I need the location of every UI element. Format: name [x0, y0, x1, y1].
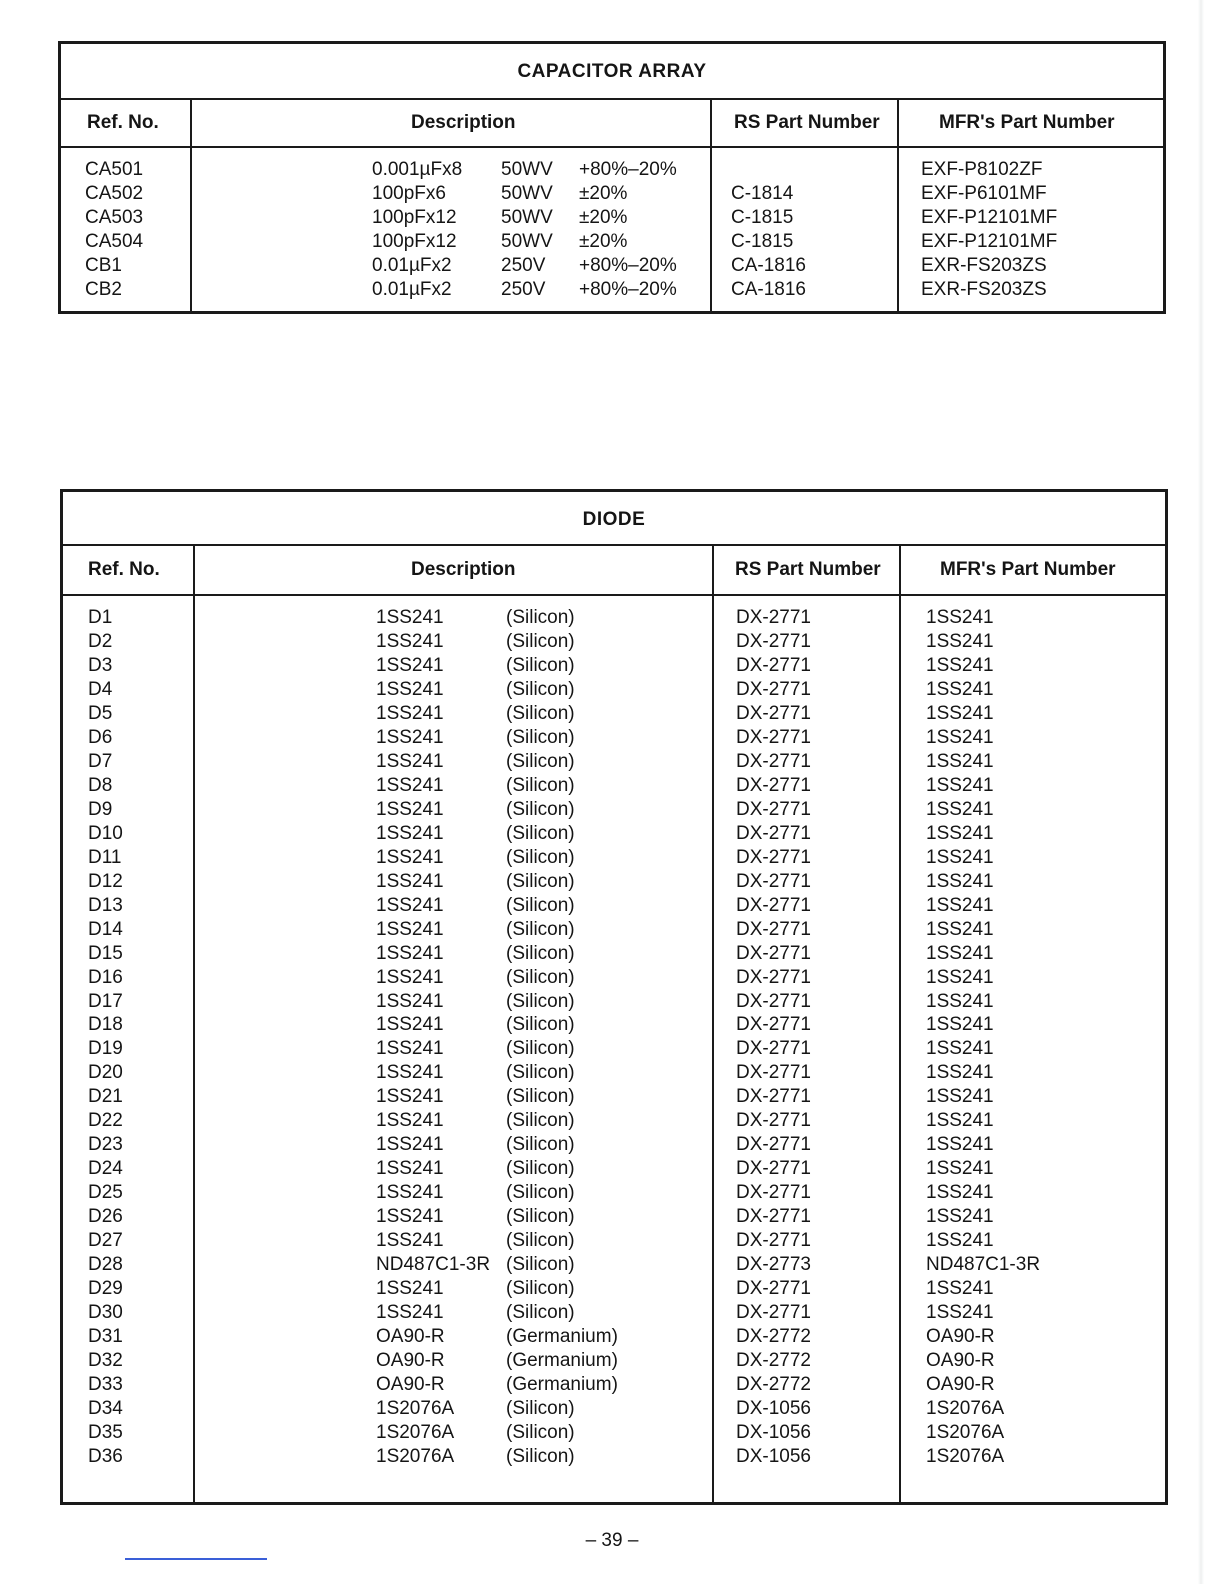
cell-part: 1SS241	[376, 1134, 444, 1155]
cell-material: (Silicon)	[506, 631, 575, 652]
cell-ref: D27	[88, 1230, 123, 1251]
cell-mfr: 1SS241	[926, 607, 994, 628]
table-row	[63, 1277, 1165, 1301]
cell-material: (Silicon)	[506, 751, 575, 772]
cell-material: (Silicon)	[506, 1038, 575, 1059]
table-row	[63, 1181, 1165, 1205]
cell-material: (Silicon)	[506, 607, 575, 628]
cell-material: (Silicon)	[506, 655, 575, 676]
cell-rs: DX-2771	[736, 775, 811, 796]
cell-part: 1SS241	[376, 1206, 444, 1227]
cell-tolerance: +80%–20%	[579, 159, 677, 180]
cell-mfr: 1SS241	[926, 1014, 994, 1035]
cell-value: 100pFx12	[372, 231, 457, 252]
cell-ref: D9	[88, 799, 113, 820]
cell-tolerance: +80%–20%	[579, 279, 677, 300]
cell-part: 1SS241	[376, 847, 444, 868]
cell-part: 1SS241	[376, 679, 444, 700]
table-row	[63, 1109, 1165, 1133]
cell-ref: D20	[88, 1062, 123, 1083]
table-row	[63, 630, 1165, 654]
cell-ref: D8	[88, 775, 113, 796]
table-row	[63, 774, 1165, 798]
diode-table	[60, 489, 1168, 1505]
cell-rs: DX-2771	[736, 847, 811, 868]
cell-material: (Silicon)	[506, 727, 575, 748]
cell-ref: D31	[88, 1326, 123, 1347]
cell-rs: DX-2771	[736, 967, 811, 988]
table-row	[63, 1157, 1165, 1181]
table-row	[63, 918, 1165, 942]
cell-ref: CB2	[85, 279, 122, 300]
cell-ref: D36	[88, 1446, 123, 1467]
cell-material: (Silicon)	[506, 1230, 575, 1251]
cell-rs: DX-2772	[736, 1374, 811, 1395]
cell-ref: D1	[88, 607, 113, 628]
cell-material: (Silicon)	[506, 1134, 575, 1155]
cell-part: 1SS241	[376, 1038, 444, 1059]
cell-ref: CA502	[85, 183, 144, 204]
cell-rs: C-1815	[731, 231, 794, 252]
cell-tolerance: +80%–20%	[579, 255, 677, 276]
table-row	[61, 278, 1163, 302]
cell-mfr: 1SS241	[926, 919, 994, 940]
table-row	[63, 846, 1165, 870]
cell-part: 1SS241	[376, 967, 444, 988]
cell-material: (Germanium)	[506, 1326, 618, 1347]
cell-material: (Silicon)	[506, 1398, 575, 1419]
cell-material: (Silicon)	[506, 895, 575, 916]
table-row	[63, 750, 1165, 774]
table-row	[63, 654, 1165, 678]
cell-mfr: 1SS241	[926, 631, 994, 652]
cell-part: 1SS241	[376, 751, 444, 772]
diode-title: DIODE	[63, 492, 1165, 546]
header-mfr-part-number: MFR's Part Number	[939, 112, 1115, 133]
cell-part: 1SS241	[376, 775, 444, 796]
cell-part: 1SS241	[376, 727, 444, 748]
table-row	[63, 1301, 1165, 1325]
cell-mfr: OA90-R	[926, 1326, 995, 1347]
table-row	[63, 1013, 1165, 1037]
cell-part: 1SS241	[376, 1302, 444, 1323]
cell-rs: DX-2771	[736, 655, 811, 676]
cell-mfr: 1SS241	[926, 775, 994, 796]
cell-rating: 50WV	[501, 183, 553, 204]
cell-part: 1SS241	[376, 799, 444, 820]
cell-part: 1SS241	[376, 655, 444, 676]
page-number: – 39 –	[585, 1530, 639, 1551]
table-row	[63, 726, 1165, 750]
capacitor-array-table	[58, 41, 1166, 314]
cell-rs: CA-1816	[731, 279, 806, 300]
cell-ref: D5	[88, 703, 113, 724]
table-row	[63, 798, 1165, 822]
table-row	[63, 702, 1165, 726]
cell-part: 1SS241	[376, 631, 444, 652]
cell-part: 1SS241	[376, 1230, 444, 1251]
table-row	[63, 1421, 1165, 1445]
header-ref-no: Ref. No.	[87, 112, 159, 133]
table-row	[61, 182, 1163, 206]
cell-mfr: 1SS241	[926, 1206, 994, 1227]
cell-rs: DX-2771	[736, 1038, 811, 1059]
cell-rs: DX-2772	[736, 1350, 811, 1371]
table-row	[61, 206, 1163, 230]
cell-mfr: ND487C1-3R	[926, 1254, 1041, 1275]
cell-ref: D33	[88, 1374, 123, 1395]
cell-rating: 50WV	[501, 231, 553, 252]
cell-material: (Silicon)	[506, 1278, 575, 1299]
cell-part: 1SS241	[376, 1014, 444, 1035]
cell-material: (Silicon)	[506, 1086, 575, 1107]
cell-mfr: EXF-P12101MF	[921, 207, 1058, 228]
cell-rs: DX-2771	[736, 871, 811, 892]
cell-mfr: 1SS241	[926, 991, 994, 1012]
cell-mfr: 1SS241	[926, 1110, 994, 1131]
cell-rs: DX-2771	[736, 1014, 811, 1035]
cell-rs: DX-2773	[736, 1254, 811, 1275]
cell-part: 1SS241	[376, 991, 444, 1012]
table-row	[63, 1253, 1165, 1277]
cell-material: (Silicon)	[506, 871, 575, 892]
cell-tolerance: ±20%	[579, 207, 628, 228]
table-row	[63, 990, 1165, 1014]
cell-part: 1SS241	[376, 919, 444, 940]
cell-rs: DX-1056	[736, 1422, 811, 1443]
cell-material: (Silicon)	[506, 1158, 575, 1179]
table-row	[63, 1037, 1165, 1061]
cell-rs: DX-2771	[736, 727, 811, 748]
cell-material: (Germanium)	[506, 1374, 618, 1395]
cell-ref: D10	[88, 823, 123, 844]
cell-material: (Silicon)	[506, 1062, 575, 1083]
diode-header	[63, 546, 1165, 596]
cell-mfr: 1SS241	[926, 1134, 994, 1155]
cell-rs: DX-2771	[736, 1086, 811, 1107]
header-description: Description	[411, 559, 516, 580]
table-row	[61, 158, 1163, 182]
cell-ref: D4	[88, 679, 113, 700]
cell-part: OA90-R	[376, 1350, 445, 1371]
cell-part: OA90-R	[376, 1374, 445, 1395]
cell-ref: D23	[88, 1134, 123, 1155]
cell-part: 1S2076A	[376, 1422, 455, 1443]
cell-part: 1SS241	[376, 1182, 444, 1203]
table-row	[63, 1397, 1165, 1421]
capacitor-array-header	[61, 100, 1163, 148]
table-row	[63, 1133, 1165, 1157]
cell-rs: DX-2771	[736, 943, 811, 964]
table-row	[63, 822, 1165, 846]
table-row	[63, 1349, 1165, 1373]
cell-material: (Silicon)	[506, 1422, 575, 1443]
cell-mfr: EXR-FS203ZS	[921, 279, 1047, 300]
cell-material: (Silicon)	[506, 919, 575, 940]
cell-mfr: 1SS241	[926, 871, 994, 892]
cell-ref: CB1	[85, 255, 122, 276]
cell-part: ND487C1-3R	[376, 1254, 491, 1275]
cell-rs: DX-2771	[736, 1110, 811, 1131]
cell-mfr: 1SS241	[926, 727, 994, 748]
cell-part: 1SS241	[376, 1086, 444, 1107]
cell-rs: DX-1056	[736, 1398, 811, 1419]
cell-mfr: 1SS241	[926, 751, 994, 772]
table-row	[63, 1325, 1165, 1349]
cell-rs: DX-2771	[736, 919, 811, 940]
cell-ref: D21	[88, 1086, 123, 1107]
cell-value: 0.01µFx2	[372, 255, 452, 276]
cell-value: 100pFx6	[372, 183, 446, 204]
table-row	[63, 1085, 1165, 1109]
cell-mfr: EXR-FS203ZS	[921, 255, 1047, 276]
cell-mfr: 1SS241	[926, 1158, 994, 1179]
decorative-line	[125, 1558, 267, 1560]
cell-part: OA90-R	[376, 1326, 445, 1347]
cell-ref: D17	[88, 991, 123, 1012]
cell-ref: D12	[88, 871, 123, 892]
table-row	[63, 870, 1165, 894]
cell-material: (Silicon)	[506, 799, 575, 820]
cell-part: 1SS241	[376, 1158, 444, 1179]
cell-ref: D35	[88, 1422, 123, 1443]
cell-rs: DX-2771	[736, 631, 811, 652]
cell-mfr: 1S2076A	[926, 1446, 1005, 1467]
cell-value: 0.001µFx8	[372, 159, 463, 180]
scan-edge-shadow	[1198, 0, 1204, 1584]
table-row	[61, 230, 1163, 254]
cell-material: (Silicon)	[506, 823, 575, 844]
cell-ref: D11	[88, 847, 122, 868]
cell-ref: CA501	[85, 159, 144, 180]
cell-rs: DX-2771	[736, 1134, 811, 1155]
cell-material: (Germanium)	[506, 1350, 618, 1371]
cell-rs: DX-2771	[736, 823, 811, 844]
cell-mfr: 1SS241	[926, 967, 994, 988]
cell-material: (Silicon)	[506, 943, 575, 964]
cell-part: 1SS241	[376, 943, 444, 964]
cell-rating: 50WV	[501, 159, 553, 180]
cell-rs: DX-2771	[736, 895, 811, 916]
cell-ref: D14	[88, 919, 123, 940]
cell-mfr: 1SS241	[926, 1086, 994, 1107]
cell-ref: D3	[88, 655, 113, 676]
table-row	[63, 1061, 1165, 1085]
cell-rs: DX-1056	[736, 1446, 811, 1467]
cell-rs: DX-2771	[736, 751, 811, 772]
table-row	[63, 1373, 1165, 1397]
cell-material: (Silicon)	[506, 679, 575, 700]
cell-part: 1SS241	[376, 1062, 444, 1083]
cell-material: (Silicon)	[506, 1014, 575, 1035]
cell-mfr: 1SS241	[926, 1182, 994, 1203]
header-mfr-part-number: MFR's Part Number	[940, 559, 1116, 580]
cell-ref: D26	[88, 1206, 123, 1227]
table-row	[63, 678, 1165, 702]
cell-mfr: 1SS241	[926, 1038, 994, 1059]
cell-part: 1SS241	[376, 1110, 444, 1131]
cell-ref: D2	[88, 631, 113, 652]
cell-material: (Silicon)	[506, 991, 575, 1012]
cell-mfr: 1SS241	[926, 799, 994, 820]
cell-rs: DX-2771	[736, 1302, 811, 1323]
header-rs-part-number: RS Part Number	[734, 112, 880, 133]
cell-rs: DX-2771	[736, 607, 811, 628]
cell-rs: DX-2771	[736, 1278, 811, 1299]
cell-part: 1SS241	[376, 895, 444, 916]
cell-mfr: EXF-P12101MF	[921, 231, 1058, 252]
table-row	[63, 942, 1165, 966]
header-ref-no: Ref. No.	[88, 559, 160, 580]
cell-mfr: 1SS241	[926, 703, 994, 724]
cell-mfr: 1SS241	[926, 895, 994, 916]
cell-mfr: 1SS241	[926, 1278, 994, 1299]
cell-material: (Silicon)	[506, 1302, 575, 1323]
cell-ref: D29	[88, 1278, 123, 1299]
cell-rs: C-1815	[731, 207, 794, 228]
cell-material: (Silicon)	[506, 1206, 575, 1227]
cell-mfr: OA90-R	[926, 1374, 995, 1395]
cell-mfr: OA90-R	[926, 1350, 995, 1371]
cell-mfr: 1SS241	[926, 1302, 994, 1323]
cell-ref: D34	[88, 1398, 123, 1419]
cell-rs: CA-1816	[731, 255, 806, 276]
cell-tolerance: ±20%	[579, 231, 628, 252]
cell-ref: D22	[88, 1110, 123, 1131]
cell-ref: D30	[88, 1302, 123, 1323]
cell-value: 100pFx12	[372, 207, 457, 228]
table-row	[61, 254, 1163, 278]
cell-mfr: 1S2076A	[926, 1422, 1005, 1443]
cell-rs: DX-2771	[736, 703, 811, 724]
cell-rs: DX-2771	[736, 1206, 811, 1227]
cell-rating: 250V	[501, 279, 546, 300]
cell-material: (Silicon)	[506, 847, 575, 868]
cell-material: (Silicon)	[506, 775, 575, 796]
cell-ref: D13	[88, 895, 123, 916]
cell-rs: DX-2771	[736, 1062, 811, 1083]
cell-material: (Silicon)	[506, 703, 575, 724]
cell-mfr: 1SS241	[926, 1062, 994, 1083]
cell-ref: D16	[88, 967, 123, 988]
cell-ref: D15	[88, 943, 123, 964]
cell-value: 0.01µFx2	[372, 279, 452, 300]
cell-part: 1SS241	[376, 871, 444, 892]
table-row	[63, 966, 1165, 990]
cell-mfr: EXF-P6101MF	[921, 183, 1047, 204]
cell-ref: D32	[88, 1350, 123, 1371]
cell-rs: DX-2771	[736, 679, 811, 700]
cell-part: 1S2076A	[376, 1446, 455, 1467]
cell-material: (Silicon)	[506, 967, 575, 988]
capacitor-array-title: CAPACITOR ARRAY	[61, 44, 1163, 100]
cell-material: (Silicon)	[506, 1446, 575, 1467]
cell-mfr: 1SS241	[926, 655, 994, 676]
cell-part: 1SS241	[376, 607, 444, 628]
cell-rs: DX-2771	[736, 1158, 811, 1179]
cell-rs: DX-2772	[736, 1326, 811, 1347]
cell-material: (Silicon)	[506, 1254, 575, 1275]
cell-part: 1S2076A	[376, 1398, 455, 1419]
cell-ref: D7	[88, 751, 113, 772]
cell-part: 1SS241	[376, 1278, 444, 1299]
table-row	[63, 1445, 1165, 1469]
header-description: Description	[411, 112, 516, 133]
cell-mfr: 1SS241	[926, 823, 994, 844]
cell-ref: D19	[88, 1038, 123, 1059]
cell-rs: DX-2771	[736, 799, 811, 820]
cell-rs: C-1814	[731, 183, 794, 204]
table-row	[63, 606, 1165, 630]
cell-rating: 50WV	[501, 207, 553, 228]
cell-mfr: 1SS241	[926, 943, 994, 964]
cell-mfr: 1SS241	[926, 847, 994, 868]
table-row	[63, 894, 1165, 918]
cell-ref: CA504	[85, 231, 144, 252]
cell-part: 1SS241	[376, 823, 444, 844]
cell-material: (Silicon)	[506, 1182, 575, 1203]
cell-tolerance: ±20%	[579, 183, 628, 204]
cell-ref: D24	[88, 1158, 123, 1179]
cell-ref: D18	[88, 1014, 123, 1035]
cell-mfr: EXF-P8102ZF	[921, 159, 1043, 180]
cell-ref: D6	[88, 727, 113, 748]
cell-material: (Silicon)	[506, 1110, 575, 1131]
cell-mfr: 1S2076A	[926, 1398, 1005, 1419]
cell-part: 1SS241	[376, 703, 444, 724]
cell-rs: DX-2771	[736, 991, 811, 1012]
cell-ref: D25	[88, 1182, 123, 1203]
cell-mfr: 1SS241	[926, 679, 994, 700]
cell-mfr: 1SS241	[926, 1230, 994, 1251]
cell-ref: CA503	[85, 207, 144, 228]
table-row	[63, 1205, 1165, 1229]
cell-rs: DX-2771	[736, 1230, 811, 1251]
cell-rs: DX-2771	[736, 1182, 811, 1203]
table-row	[63, 1229, 1165, 1253]
cell-rating: 250V	[501, 255, 546, 276]
header-rs-part-number: RS Part Number	[735, 559, 881, 580]
cell-ref: D28	[88, 1254, 123, 1275]
